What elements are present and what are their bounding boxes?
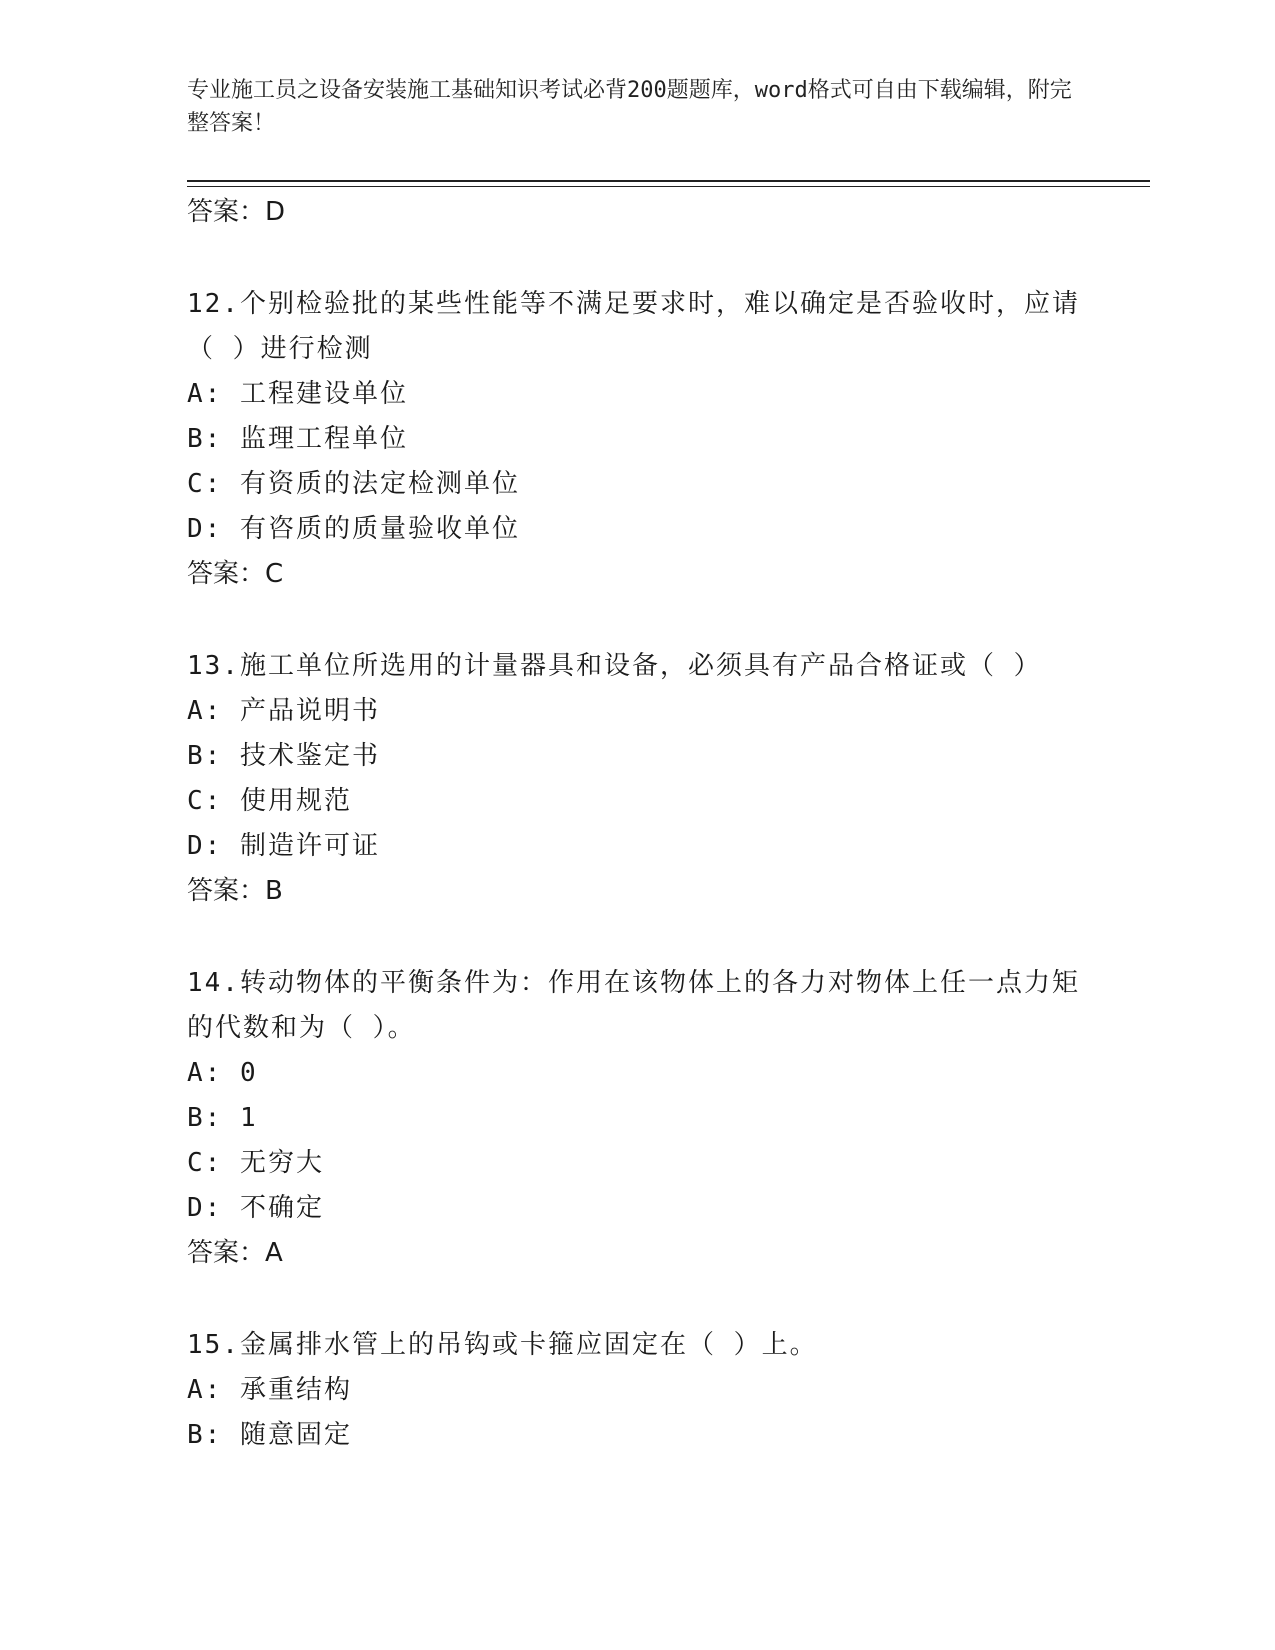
option-b: B: 1: [187, 1103, 258, 1133]
question-text: 15.金属排水管上的吊钩或卡箍应固定在（ ）上。: [187, 1330, 818, 1360]
option-a: A: 产品说明书: [187, 696, 380, 726]
option-d: D: 制造许可证: [187, 831, 380, 861]
option-b: B: 随意固定: [187, 1420, 352, 1450]
header-divider-thick: [187, 180, 1150, 182]
header-divider-thin: [187, 186, 1150, 187]
question-text: 12.个别检验批的某些性能等不满足要求时，难以确定是否验收时，应请（ ）进行检测: [187, 289, 1080, 364]
question-text: 13.施工单位所选用的计量器具和设备，必须具有产品合格证或（ ）: [187, 651, 1042, 681]
option-a: A: 0: [187, 1058, 258, 1088]
option-b: B: 监理工程单位: [187, 424, 408, 454]
answer-line: 答案：A: [187, 1238, 283, 1268]
question-item-14: [187, 961, 1087, 1276]
question-list: [187, 190, 1087, 1458]
answer-line: 答案：D: [187, 197, 286, 227]
option-c: C: 无穷大: [187, 1148, 324, 1178]
option-a: A: 承重结构: [187, 1375, 352, 1405]
option-c: C: 有资质的法定检测单位: [187, 469, 520, 499]
option-b: B: 技术鉴定书: [187, 741, 380, 771]
option-a: A: 工程建设单位: [187, 379, 408, 409]
option-d: D: 不确定: [187, 1193, 324, 1223]
document-header-title: 专业施工员之设备安装施工基础知识考试必背200题题库，word格式可自由下载编辑，附完整答案！: [187, 78, 1072, 136]
question-text: 14.转动物体的平衡条件为：作用在该物体上的各力对物体上任一点力矩的代数和为（ ）。: [187, 968, 1080, 1043]
answer-line: 答案：B: [187, 876, 283, 906]
option-d: D: 有咨质的质量验收单位: [187, 514, 520, 544]
question-item-12: [187, 282, 1087, 597]
answer-line: 答案：C: [187, 559, 284, 589]
option-c: C: 使用规范: [187, 786, 352, 816]
question-item-15: [187, 1323, 1087, 1458]
question-item-13: [187, 644, 1087, 914]
